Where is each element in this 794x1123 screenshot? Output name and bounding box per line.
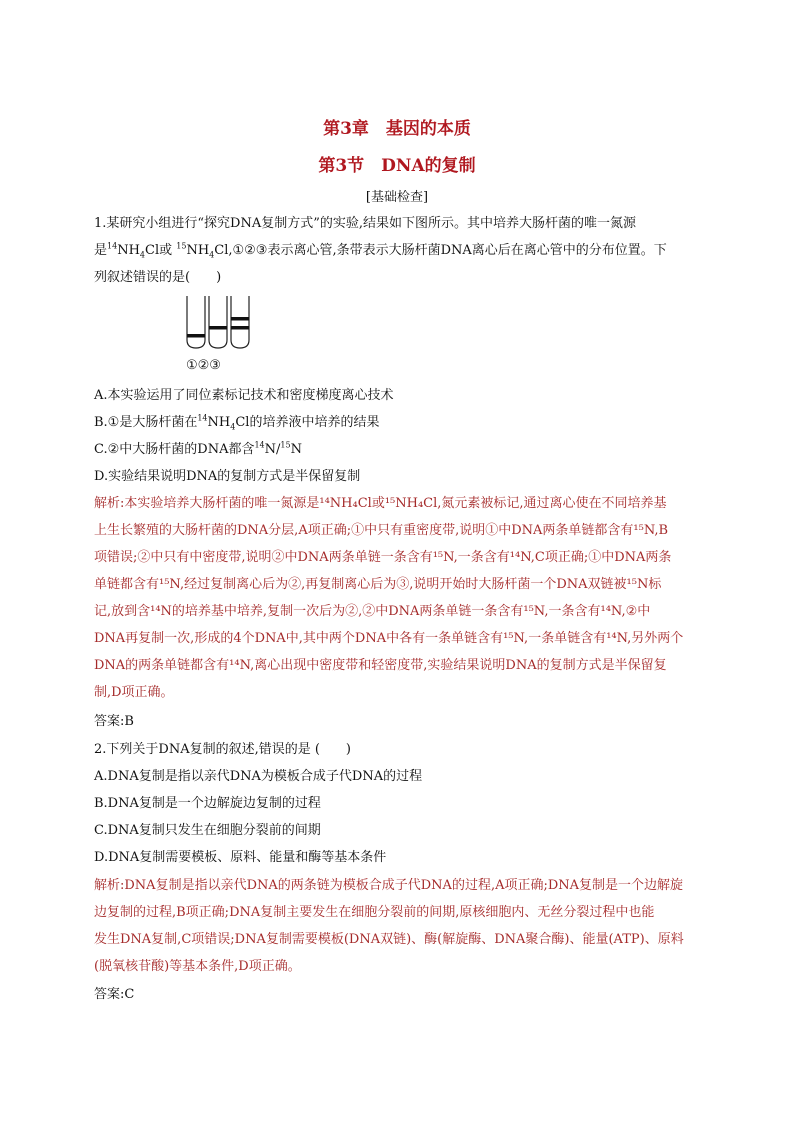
q1-option-c: C.②中大肠杆菌的DNA都含$^{14}$N/$^{15}$N: [94, 440, 302, 457]
tube-1: [187, 296, 205, 348]
tube-labels: ①②③: [186, 358, 221, 373]
q1-option-b: B.①是大肠杆菌在$^{14}NH_4Cl$的培养液中培养的结果: [94, 413, 380, 432]
q2-analysis-line-3: 发生DNA复制,C项错误;DNA复制需要模板(DNA双链)、酶(解旋酶、DNA聚合酶)、能量(ATP)、原料: [94, 932, 684, 947]
part-heading: [基础检查]: [365, 190, 429, 205]
q1-analysis-line-3: 项错误;②中只有中密度带,说明②中DNA两条单链一条含有¹⁵N,一条含有¹⁴N,C项正确;①中DNA两条: [94, 550, 672, 565]
q2-analysis-line-1: 解析:DNA复制是指以亲代DNA的两条链为模板合成子代DNA的过程,A项正确;DNA复制是一个边解旋: [94, 878, 684, 893]
q1-stem-line-1: 1.某研究小组进行“探究DNA复制方式”的实验,结果如下图所示。其中培养大肠杆菌的唯一氮源: [94, 216, 637, 231]
q2-analysis-line-4: (脱氧核苷酸)等基本条件,D项正确。: [94, 959, 301, 974]
q1-option-a: A.本实验运用了同位素标记技术和密度梯度离心技术: [94, 388, 394, 403]
band-heavy-tube-1: [187, 334, 205, 338]
band-mid-tube-2: [209, 326, 227, 330]
q1-stem-line-3: 列叙述错误的是( ): [94, 270, 222, 285]
q1-analysis-line-1: 解析:本实验培养大肠杆菌的唯一氮源是¹⁴NH₄Cl或¹⁵NH₄Cl,氮元素被标记,通过离心使在不同培养基: [94, 496, 667, 511]
tube-3: [231, 296, 249, 348]
q1-analysis-line-2: 上生长繁殖的大肠杆菌的DNA分层,A项正确;①中只有重密度带,说明①中DNA两条单链都含有¹⁵N,B: [94, 523, 669, 538]
section-title: 第3节 DNA的复制: [318, 156, 476, 176]
q1-stem-line-2: 是$^{14}NH_4Cl$或 $^{15}NH_4Cl,①②③$表示离心管,条带表示大肠杆菌DNA离心后在离心管中的分布位置。下: [94, 241, 667, 260]
q1-analysis-line-5: 记,放到含¹⁴N的培养基中培养,复制一次后为②,②中DNA两条单链一条含有¹⁵N,一条含有¹⁴N,②中: [94, 604, 651, 619]
band-light-tube-3: [231, 317, 249, 321]
q1-analysis-line-4: 单链都含有¹⁵N,经过复制离心后为②,再复制离心后为③,说明开始时大肠杆菌一个DNA双链被¹⁵N标: [94, 577, 662, 592]
q1-analysis-line-6: DNA再复制一次,形成的4个DNA中,其中两个DNA中各有一条单链含有¹⁵N,一条单链含有¹⁴N,另外两个: [94, 631, 684, 646]
q2-stem: 2.下列关于DNA复制的叙述,错误的是 ( ): [94, 742, 351, 757]
centrifuge-tubes-figure: [184, 296, 258, 356]
q1-analysis-line-7: DNA的两条单链都含有¹⁴N,离心出现中密度带和轻密度带,实验结果说明DNA的复制方式是半保留复: [94, 658, 667, 673]
q2-option-c: C.DNA复制只发生在细胞分裂前的间期: [94, 823, 321, 838]
q1-answer: 答案:B: [94, 714, 134, 729]
q2-option-d: D.DNA复制需要模板、原料、能量和酶等基本条件: [94, 850, 387, 865]
q1-option-d: D.实验结果说明DNA的复制方式是半保留复制: [94, 469, 361, 484]
q2-option-a: A.DNA复制是指以亲代DNA为模板合成子代DNA的过程: [94, 769, 423, 784]
tube-2: [209, 296, 227, 348]
q1-analysis-line-8: 制,D项正确。: [94, 685, 174, 700]
band-mid-tube-3: [231, 326, 249, 330]
q2-answer: 答案:C: [94, 987, 135, 1002]
q2-option-b: B.DNA复制是一个边解旋边复制的过程: [94, 796, 321, 811]
chapter-title: 第3章 基因的本质: [323, 119, 471, 139]
q2-analysis-line-2: 边复制的过程,B项正确;DNA复制主要发生在细胞分裂前的间期,原核细胞内、无丝分裂过程中也能: [94, 905, 655, 920]
